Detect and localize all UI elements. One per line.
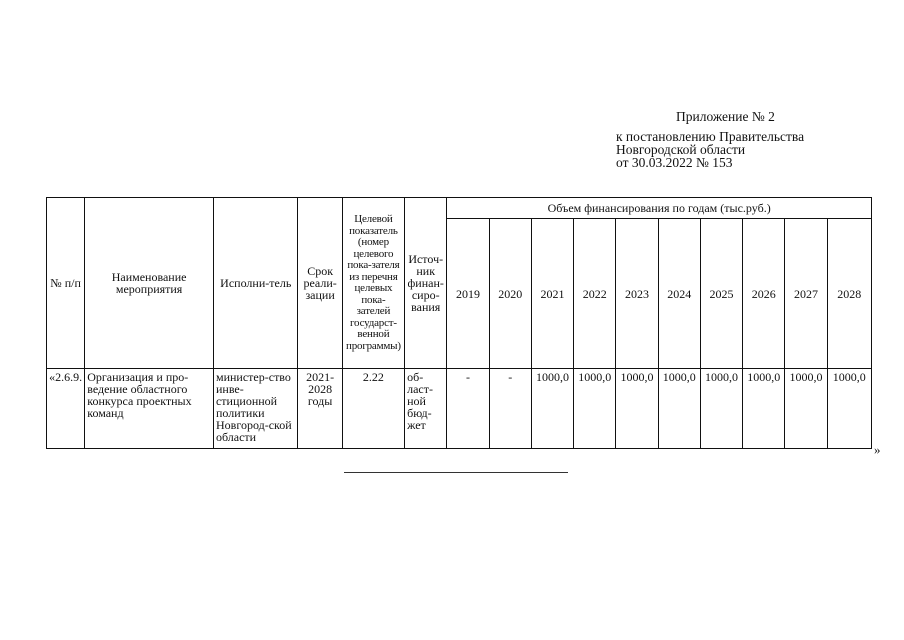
cell-value: 1000,0 xyxy=(658,369,700,449)
table-row xyxy=(47,369,872,449)
header-financing-volume: Объем финансирования по годам (тыс.руб.) xyxy=(447,198,872,219)
cell-name: Организация и про-ведение областного конкурса проектных команд xyxy=(85,369,214,449)
cell-target-indicator: 2.22 xyxy=(342,369,404,449)
header-name: Наименование мероприятия xyxy=(85,198,214,369)
closing-quote: » xyxy=(874,442,881,457)
cell-term: 2021-2028 годы xyxy=(298,369,342,449)
resolution-reference xyxy=(616,130,804,169)
appendix-title: Приложение № 2 xyxy=(676,109,775,124)
cell-value: 1000,0 xyxy=(827,369,871,449)
cell-value: - xyxy=(447,369,489,449)
cell-value: - xyxy=(489,369,531,449)
header-year: 2027 xyxy=(785,219,827,369)
cell-funding-source: об-ласт-ной бюд-жет xyxy=(405,369,447,449)
cell-value: 1000,0 xyxy=(785,369,827,449)
separator-line xyxy=(344,472,568,473)
resolution-line: к постановлению Правительства xyxy=(616,129,805,144)
cell-value: 1000,0 xyxy=(700,369,742,449)
header-year: 2026 xyxy=(743,219,785,369)
cell-value: 1000,0 xyxy=(743,369,785,449)
resolution-line: Новгородской области xyxy=(616,142,746,157)
cell-value: 1000,0 xyxy=(531,369,573,449)
financing-table xyxy=(46,197,872,449)
resolution-line: от 30.03.2022 № 153 xyxy=(616,155,733,170)
header-year: 2021 xyxy=(531,219,573,369)
header-year: 2023 xyxy=(616,219,658,369)
cell-executor: министер-ство инве-стиционной политики Новгород-ской области xyxy=(213,369,298,449)
cell-value: 1000,0 xyxy=(574,369,616,449)
header-target-indicator: Целевой показатель (номер целевого пока-зателя из перечня целевых пока-зателей государст-венной программы) xyxy=(342,198,404,369)
header-year: 2019 xyxy=(447,219,489,369)
header-year: 2025 xyxy=(700,219,742,369)
header-year: 2028 xyxy=(827,219,871,369)
cell-value: 1000,0 xyxy=(616,369,658,449)
header-year: 2024 xyxy=(658,219,700,369)
header-year: 2022 xyxy=(574,219,616,369)
header-executor: Исполни-тель xyxy=(213,198,298,369)
header-num: № п/п xyxy=(47,198,85,369)
header-year: 2020 xyxy=(489,219,531,369)
header-term: Срок реали-зации xyxy=(298,198,342,369)
header-funding-source: Источ-ник финан-сиро-вания xyxy=(405,198,447,369)
cell-num: «2.6.9. xyxy=(47,369,85,449)
